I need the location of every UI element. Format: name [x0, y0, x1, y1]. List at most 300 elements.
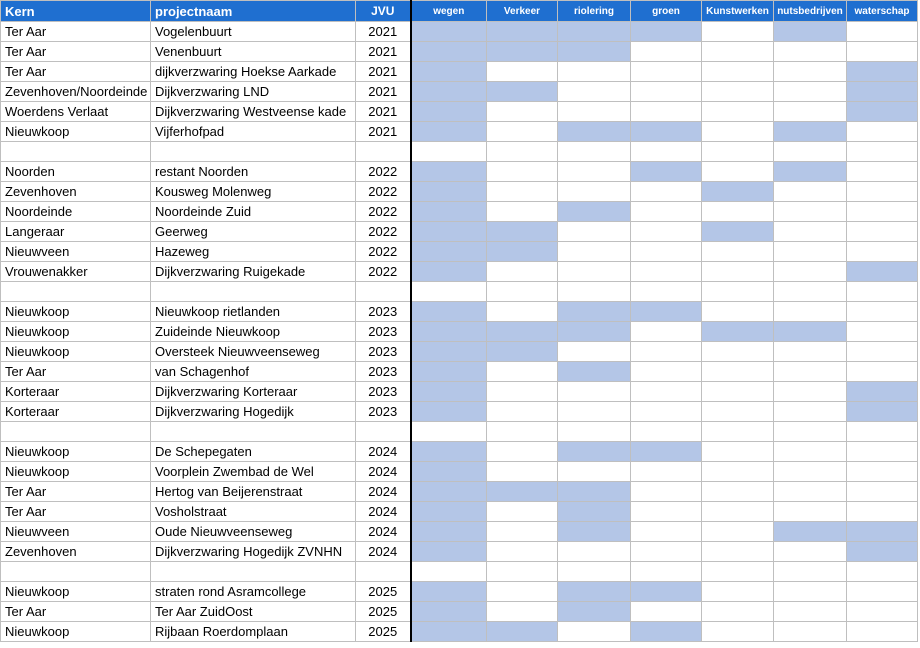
cell-projectnaam[interactable]: Geerweg — [151, 222, 356, 242]
cell-projectnaam[interactable]: Dijkverzwaring Westveense kade — [151, 102, 356, 122]
cell-kunstwerken[interactable] — [702, 522, 774, 542]
header-projectnaam[interactable]: projectnaam — [151, 1, 356, 22]
cell-nutsbedrijven[interactable] — [774, 622, 847, 642]
cell-kunstwerken[interactable] — [702, 82, 774, 102]
cell-jvu[interactable] — [356, 142, 411, 162]
cell-verkeer[interactable] — [487, 482, 558, 502]
cell-groen[interactable] — [631, 442, 702, 462]
cell-jvu[interactable]: 2022 — [356, 202, 411, 222]
cell-jvu[interactable]: 2022 — [356, 262, 411, 282]
cell-projectnaam[interactable]: Voorplein Zwembad de Wel — [151, 462, 356, 482]
cell-wegen[interactable] — [411, 402, 487, 422]
cell-verkeer[interactable] — [487, 142, 558, 162]
cell-verkeer[interactable] — [487, 22, 558, 42]
cell-kern[interactable]: Nieuwkoop — [1, 622, 151, 642]
cell-kern[interactable]: Noordeinde — [1, 202, 151, 222]
cell-groen[interactable] — [631, 202, 702, 222]
cell-kern[interactable]: Nieuwkoop — [1, 342, 151, 362]
cell-jvu[interactable] — [356, 282, 411, 302]
cell-jvu[interactable]: 2023 — [356, 402, 411, 422]
cell-groen[interactable] — [631, 162, 702, 182]
cell-jvu[interactable]: 2023 — [356, 342, 411, 362]
cell-kunstwerken[interactable] — [702, 162, 774, 182]
cell-kunstwerken[interactable] — [702, 402, 774, 422]
cell-riolering[interactable] — [558, 22, 631, 42]
cell-jvu[interactable]: 2024 — [356, 542, 411, 562]
cell-nutsbedrijven[interactable] — [774, 302, 847, 322]
cell-riolering[interactable] — [558, 62, 631, 82]
cell-wegen[interactable] — [411, 42, 487, 62]
cell-projectnaam[interactable]: Dijkverzwaring Ruigekade — [151, 262, 356, 282]
cell-kunstwerken[interactable] — [702, 222, 774, 242]
cell-groen[interactable] — [631, 342, 702, 362]
cell-kunstwerken[interactable] — [702, 482, 774, 502]
cell-jvu[interactable]: 2021 — [356, 122, 411, 142]
cell-verkeer[interactable] — [487, 582, 558, 602]
cell-riolering[interactable] — [558, 222, 631, 242]
cell-kunstwerken[interactable] — [702, 622, 774, 642]
cell-groen[interactable] — [631, 462, 702, 482]
cell-waterschap[interactable] — [847, 422, 918, 442]
cell-verkeer[interactable] — [487, 42, 558, 62]
cell-kern[interactable]: Noorden — [1, 162, 151, 182]
cell-projectnaam[interactable]: Vogelenbuurt — [151, 22, 356, 42]
cell-kunstwerken[interactable] — [702, 22, 774, 42]
cell-kunstwerken[interactable] — [702, 42, 774, 62]
cell-waterschap[interactable] — [847, 582, 918, 602]
cell-riolering[interactable] — [558, 622, 631, 642]
cell-kern[interactable]: Zevenhoven/Noordeinde — [1, 82, 151, 102]
cell-jvu[interactable]: 2024 — [356, 462, 411, 482]
cell-wegen[interactable] — [411, 382, 487, 402]
cell-kern[interactable]: Nieuwkoop — [1, 322, 151, 342]
cell-riolering[interactable] — [558, 242, 631, 262]
cell-nutsbedrijven[interactable] — [774, 442, 847, 462]
cell-nutsbedrijven[interactable] — [774, 382, 847, 402]
cell-riolering[interactable] — [558, 302, 631, 322]
cell-riolering[interactable] — [558, 342, 631, 362]
cell-nutsbedrijven[interactable] — [774, 502, 847, 522]
cell-projectnaam[interactable]: Oude Nieuwveenseweg — [151, 522, 356, 542]
cell-kunstwerken[interactable] — [702, 442, 774, 462]
cell-nutsbedrijven[interactable] — [774, 202, 847, 222]
cell-projectnaam[interactable]: Nieuwkoop rietlanden — [151, 302, 356, 322]
cell-waterschap[interactable] — [847, 302, 918, 322]
cell-jvu[interactable]: 2022 — [356, 222, 411, 242]
cell-groen[interactable] — [631, 502, 702, 522]
cell-projectnaam[interactable]: Hazeweg — [151, 242, 356, 262]
cell-waterschap[interactable] — [847, 502, 918, 522]
cell-groen[interactable] — [631, 562, 702, 582]
cell-kunstwerken[interactable] — [702, 542, 774, 562]
cell-wegen[interactable] — [411, 162, 487, 182]
cell-groen[interactable] — [631, 282, 702, 302]
cell-jvu[interactable]: 2021 — [356, 62, 411, 82]
cell-nutsbedrijven[interactable] — [774, 542, 847, 562]
cell-jvu[interactable]: 2022 — [356, 182, 411, 202]
cell-riolering[interactable] — [558, 542, 631, 562]
cell-verkeer[interactable] — [487, 542, 558, 562]
cell-riolering[interactable] — [558, 142, 631, 162]
cell-verkeer[interactable] — [487, 302, 558, 322]
cell-groen[interactable] — [631, 602, 702, 622]
cell-kern[interactable]: Nieuwveen — [1, 242, 151, 262]
cell-nutsbedrijven[interactable] — [774, 582, 847, 602]
cell-groen[interactable] — [631, 182, 702, 202]
cell-jvu[interactable]: 2024 — [356, 482, 411, 502]
cell-riolering[interactable] — [558, 42, 631, 62]
cell-verkeer[interactable] — [487, 182, 558, 202]
cell-riolering[interactable] — [558, 582, 631, 602]
cell-riolering[interactable] — [558, 122, 631, 142]
cell-jvu[interactable]: 2025 — [356, 622, 411, 642]
cell-jvu[interactable] — [356, 562, 411, 582]
cell-nutsbedrijven[interactable] — [774, 62, 847, 82]
cell-waterschap[interactable] — [847, 62, 918, 82]
cell-wegen[interactable] — [411, 322, 487, 342]
cell-kern[interactable]: Ter Aar — [1, 482, 151, 502]
cell-wegen[interactable] — [411, 462, 487, 482]
cell-wegen[interactable] — [411, 362, 487, 382]
cell-kunstwerken[interactable] — [702, 282, 774, 302]
cell-waterschap[interactable] — [847, 162, 918, 182]
cell-verkeer[interactable] — [487, 342, 558, 362]
cell-verkeer[interactable] — [487, 442, 558, 462]
cell-wegen[interactable] — [411, 602, 487, 622]
cell-wegen[interactable] — [411, 582, 487, 602]
cell-projectnaam[interactable]: Dijkverzwaring Hogedijk — [151, 402, 356, 422]
cell-wegen[interactable] — [411, 342, 487, 362]
cell-jvu[interactable]: 2022 — [356, 242, 411, 262]
cell-riolering[interactable] — [558, 102, 631, 122]
cell-projectnaam[interactable] — [151, 142, 356, 162]
cell-jvu[interactable]: 2023 — [356, 322, 411, 342]
cell-verkeer[interactable] — [487, 562, 558, 582]
cell-groen[interactable] — [631, 522, 702, 542]
cell-waterschap[interactable] — [847, 362, 918, 382]
cell-wegen[interactable] — [411, 242, 487, 262]
cell-waterschap[interactable] — [847, 542, 918, 562]
cell-wegen[interactable] — [411, 482, 487, 502]
cell-groen[interactable] — [631, 142, 702, 162]
cell-nutsbedrijven[interactable] — [774, 262, 847, 282]
cell-waterschap[interactable] — [847, 602, 918, 622]
cell-projectnaam[interactable]: Dijkverzwaring LND — [151, 82, 356, 102]
cell-projectnaam[interactable]: Zuideinde Nieuwkoop — [151, 322, 356, 342]
cell-kern[interactable]: Ter Aar — [1, 22, 151, 42]
cell-verkeer[interactable] — [487, 122, 558, 142]
cell-riolering[interactable] — [558, 82, 631, 102]
cell-kunstwerken[interactable] — [702, 102, 774, 122]
cell-waterschap[interactable] — [847, 22, 918, 42]
cell-nutsbedrijven[interactable] — [774, 142, 847, 162]
header-waterschap[interactable]: waterschap — [847, 1, 918, 22]
cell-nutsbedrijven[interactable] — [774, 322, 847, 342]
cell-nutsbedrijven[interactable] — [774, 422, 847, 442]
cell-wegen[interactable] — [411, 502, 487, 522]
cell-jvu[interactable]: 2023 — [356, 382, 411, 402]
cell-riolering[interactable] — [558, 282, 631, 302]
cell-kern[interactable]: Korteraar — [1, 402, 151, 422]
cell-waterschap[interactable] — [847, 622, 918, 642]
cell-kunstwerken[interactable] — [702, 582, 774, 602]
cell-kunstwerken[interactable] — [702, 262, 774, 282]
cell-projectnaam[interactable]: van Schagenhof — [151, 362, 356, 382]
cell-riolering[interactable] — [558, 382, 631, 402]
cell-waterschap[interactable] — [847, 222, 918, 242]
cell-groen[interactable] — [631, 482, 702, 502]
cell-verkeer[interactable] — [487, 222, 558, 242]
cell-waterschap[interactable] — [847, 242, 918, 262]
cell-wegen[interactable] — [411, 142, 487, 162]
cell-wegen[interactable] — [411, 302, 487, 322]
cell-waterschap[interactable] — [847, 282, 918, 302]
cell-projectnaam[interactable]: Kousweg Molenweg — [151, 182, 356, 202]
cell-verkeer[interactable] — [487, 242, 558, 262]
cell-nutsbedrijven[interactable] — [774, 362, 847, 382]
cell-groen[interactable] — [631, 242, 702, 262]
cell-kern[interactable] — [1, 422, 151, 442]
cell-projectnaam[interactable] — [151, 422, 356, 442]
cell-waterschap[interactable] — [847, 182, 918, 202]
cell-kern[interactable]: Ter Aar — [1, 602, 151, 622]
cell-wegen[interactable] — [411, 522, 487, 542]
cell-kern[interactable] — [1, 562, 151, 582]
cell-projectnaam[interactable]: Venenbuurt — [151, 42, 356, 62]
cell-nutsbedrijven[interactable] — [774, 182, 847, 202]
cell-jvu[interactable]: 2024 — [356, 522, 411, 542]
cell-kunstwerken[interactable] — [702, 62, 774, 82]
cell-verkeer[interactable] — [487, 162, 558, 182]
cell-verkeer[interactable] — [487, 522, 558, 542]
cell-kern[interactable]: Ter Aar — [1, 62, 151, 82]
cell-groen[interactable] — [631, 22, 702, 42]
cell-kunstwerken[interactable] — [702, 142, 774, 162]
cell-kern[interactable]: Ter Aar — [1, 362, 151, 382]
cell-nutsbedrijven[interactable] — [774, 222, 847, 242]
cell-projectnaam[interactable]: Oversteek Nieuwveenseweg — [151, 342, 356, 362]
cell-wegen[interactable] — [411, 622, 487, 642]
cell-groen[interactable] — [631, 622, 702, 642]
cell-wegen[interactable] — [411, 82, 487, 102]
cell-nutsbedrijven[interactable] — [774, 42, 847, 62]
cell-jvu[interactable]: 2021 — [356, 42, 411, 62]
cell-nutsbedrijven[interactable] — [774, 82, 847, 102]
cell-riolering[interactable] — [558, 442, 631, 462]
cell-kern[interactable]: Ter Aar — [1, 42, 151, 62]
cell-jvu[interactable]: 2025 — [356, 602, 411, 622]
cell-verkeer[interactable] — [487, 202, 558, 222]
cell-waterschap[interactable] — [847, 562, 918, 582]
cell-kern[interactable]: Korteraar — [1, 382, 151, 402]
cell-nutsbedrijven[interactable] — [774, 242, 847, 262]
cell-kern[interactable] — [1, 282, 151, 302]
cell-kern[interactable]: Nieuwkoop — [1, 462, 151, 482]
cell-waterschap[interactable] — [847, 522, 918, 542]
cell-groen[interactable] — [631, 362, 702, 382]
cell-riolering[interactable] — [558, 422, 631, 442]
cell-jvu[interactable]: 2022 — [356, 162, 411, 182]
cell-kunstwerken[interactable] — [702, 342, 774, 362]
cell-waterschap[interactable] — [847, 342, 918, 362]
cell-projectnaam[interactable]: restant Noorden — [151, 162, 356, 182]
cell-waterschap[interactable] — [847, 262, 918, 282]
cell-verkeer[interactable] — [487, 62, 558, 82]
cell-nutsbedrijven[interactable] — [774, 22, 847, 42]
cell-wegen[interactable] — [411, 102, 487, 122]
cell-riolering[interactable] — [558, 522, 631, 542]
cell-waterschap[interactable] — [847, 402, 918, 422]
cell-verkeer[interactable] — [487, 602, 558, 622]
cell-nutsbedrijven[interactable] — [774, 162, 847, 182]
cell-waterschap[interactable] — [847, 482, 918, 502]
cell-waterschap[interactable] — [847, 442, 918, 462]
cell-projectnaam[interactable]: straten rond Asramcollege — [151, 582, 356, 602]
cell-kern[interactable]: Vrouwenakker — [1, 262, 151, 282]
cell-waterschap[interactable] — [847, 82, 918, 102]
cell-groen[interactable] — [631, 422, 702, 442]
cell-nutsbedrijven[interactable] — [774, 602, 847, 622]
cell-nutsbedrijven[interactable] — [774, 562, 847, 582]
header-kern[interactable]: Kern — [1, 1, 151, 22]
cell-verkeer[interactable] — [487, 502, 558, 522]
cell-kunstwerken[interactable] — [702, 182, 774, 202]
cell-riolering[interactable] — [558, 162, 631, 182]
cell-projectnaam[interactable]: Vijferhofpad — [151, 122, 356, 142]
cell-riolering[interactable] — [558, 502, 631, 522]
cell-wegen[interactable] — [411, 562, 487, 582]
cell-groen[interactable] — [631, 62, 702, 82]
cell-groen[interactable] — [631, 82, 702, 102]
cell-groen[interactable] — [631, 582, 702, 602]
cell-verkeer[interactable] — [487, 402, 558, 422]
cell-nutsbedrijven[interactable] — [774, 122, 847, 142]
cell-groen[interactable] — [631, 402, 702, 422]
cell-projectnaam[interactable] — [151, 282, 356, 302]
cell-kern[interactable]: Nieuwveen — [1, 522, 151, 542]
cell-projectnaam[interactable]: dijkverzwaring Hoekse Aarkade — [151, 62, 356, 82]
cell-nutsbedrijven[interactable] — [774, 462, 847, 482]
cell-riolering[interactable] — [558, 182, 631, 202]
cell-kunstwerken[interactable] — [702, 242, 774, 262]
cell-jvu[interactable] — [356, 422, 411, 442]
cell-wegen[interactable] — [411, 542, 487, 562]
cell-waterschap[interactable] — [847, 322, 918, 342]
cell-riolering[interactable] — [558, 602, 631, 622]
cell-kern[interactable]: Ter Aar — [1, 502, 151, 522]
cell-jvu[interactable]: 2024 — [356, 442, 411, 462]
cell-verkeer[interactable] — [487, 102, 558, 122]
cell-riolering[interactable] — [558, 262, 631, 282]
cell-groen[interactable] — [631, 222, 702, 242]
cell-riolering[interactable] — [558, 402, 631, 422]
cell-waterschap[interactable] — [847, 102, 918, 122]
cell-verkeer[interactable] — [487, 422, 558, 442]
cell-projectnaam[interactable]: Vosholstraat — [151, 502, 356, 522]
cell-wegen[interactable] — [411, 202, 487, 222]
cell-waterschap[interactable] — [847, 382, 918, 402]
cell-kern[interactable] — [1, 142, 151, 162]
cell-verkeer[interactable] — [487, 622, 558, 642]
cell-verkeer[interactable] — [487, 362, 558, 382]
cell-jvu[interactable]: 2024 — [356, 502, 411, 522]
cell-kunstwerken[interactable] — [702, 302, 774, 322]
cell-riolering[interactable] — [558, 462, 631, 482]
cell-groen[interactable] — [631, 382, 702, 402]
header-jvu[interactable]: JVU — [356, 1, 411, 22]
cell-jvu[interactable]: 2021 — [356, 102, 411, 122]
cell-jvu[interactable]: 2021 — [356, 22, 411, 42]
cell-kern[interactable]: Nieuwkoop — [1, 302, 151, 322]
header-nutsbedrijven[interactable]: nutsbedrijven — [774, 1, 847, 22]
cell-wegen[interactable] — [411, 182, 487, 202]
cell-jvu[interactable]: 2023 — [356, 362, 411, 382]
cell-groen[interactable] — [631, 102, 702, 122]
cell-nutsbedrijven[interactable] — [774, 522, 847, 542]
cell-waterschap[interactable] — [847, 142, 918, 162]
cell-wegen[interactable] — [411, 22, 487, 42]
header-riolering[interactable]: riolering — [558, 1, 631, 22]
cell-groen[interactable] — [631, 542, 702, 562]
cell-verkeer[interactable] — [487, 322, 558, 342]
cell-kern[interactable]: Zevenhoven — [1, 542, 151, 562]
cell-nutsbedrijven[interactable] — [774, 282, 847, 302]
cell-wegen[interactable] — [411, 422, 487, 442]
cell-verkeer[interactable] — [487, 262, 558, 282]
cell-kunstwerken[interactable] — [702, 502, 774, 522]
cell-groen[interactable] — [631, 322, 702, 342]
cell-groen[interactable] — [631, 122, 702, 142]
cell-projectnaam[interactable]: Rijbaan Roerdomplaan — [151, 622, 356, 642]
cell-verkeer[interactable] — [487, 382, 558, 402]
cell-kunstwerken[interactable] — [702, 602, 774, 622]
cell-nutsbedrijven[interactable] — [774, 482, 847, 502]
cell-groen[interactable] — [631, 42, 702, 62]
cell-nutsbedrijven[interactable] — [774, 102, 847, 122]
cell-projectnaam[interactable] — [151, 562, 356, 582]
cell-kunstwerken[interactable] — [702, 562, 774, 582]
cell-jvu[interactable]: 2023 — [356, 302, 411, 322]
cell-kern[interactable]: Zevenhoven — [1, 182, 151, 202]
cell-verkeer[interactable] — [487, 282, 558, 302]
cell-kern[interactable]: Langeraar — [1, 222, 151, 242]
cell-groen[interactable] — [631, 302, 702, 322]
cell-kern[interactable]: Nieuwkoop — [1, 582, 151, 602]
cell-wegen[interactable] — [411, 442, 487, 462]
cell-projectnaam[interactable]: Dijkverzwaring Hogedijk ZVNHN — [151, 542, 356, 562]
cell-riolering[interactable] — [558, 482, 631, 502]
cell-verkeer[interactable] — [487, 82, 558, 102]
header-kunstwerken[interactable]: Kunstwerken — [702, 1, 774, 22]
cell-riolering[interactable] — [558, 202, 631, 222]
cell-waterschap[interactable] — [847, 462, 918, 482]
cell-kunstwerken[interactable] — [702, 322, 774, 342]
cell-jvu[interactable]: 2025 — [356, 582, 411, 602]
cell-projectnaam[interactable]: Dijkverzwaring Korteraar — [151, 382, 356, 402]
cell-waterschap[interactable] — [847, 42, 918, 62]
cell-kunstwerken[interactable] — [702, 382, 774, 402]
cell-nutsbedrijven[interactable] — [774, 342, 847, 362]
cell-wegen[interactable] — [411, 222, 487, 242]
cell-projectnaam[interactable]: Ter Aar ZuidOost — [151, 602, 356, 622]
cell-riolering[interactable] — [558, 562, 631, 582]
header-verkeer[interactable]: Verkeer — [487, 1, 558, 22]
cell-verkeer[interactable] — [487, 462, 558, 482]
cell-projectnaam[interactable]: Hertog van Beijerenstraat — [151, 482, 356, 502]
cell-kern[interactable]: Nieuwkoop — [1, 442, 151, 462]
cell-riolering[interactable] — [558, 362, 631, 382]
cell-waterschap[interactable] — [847, 122, 918, 142]
